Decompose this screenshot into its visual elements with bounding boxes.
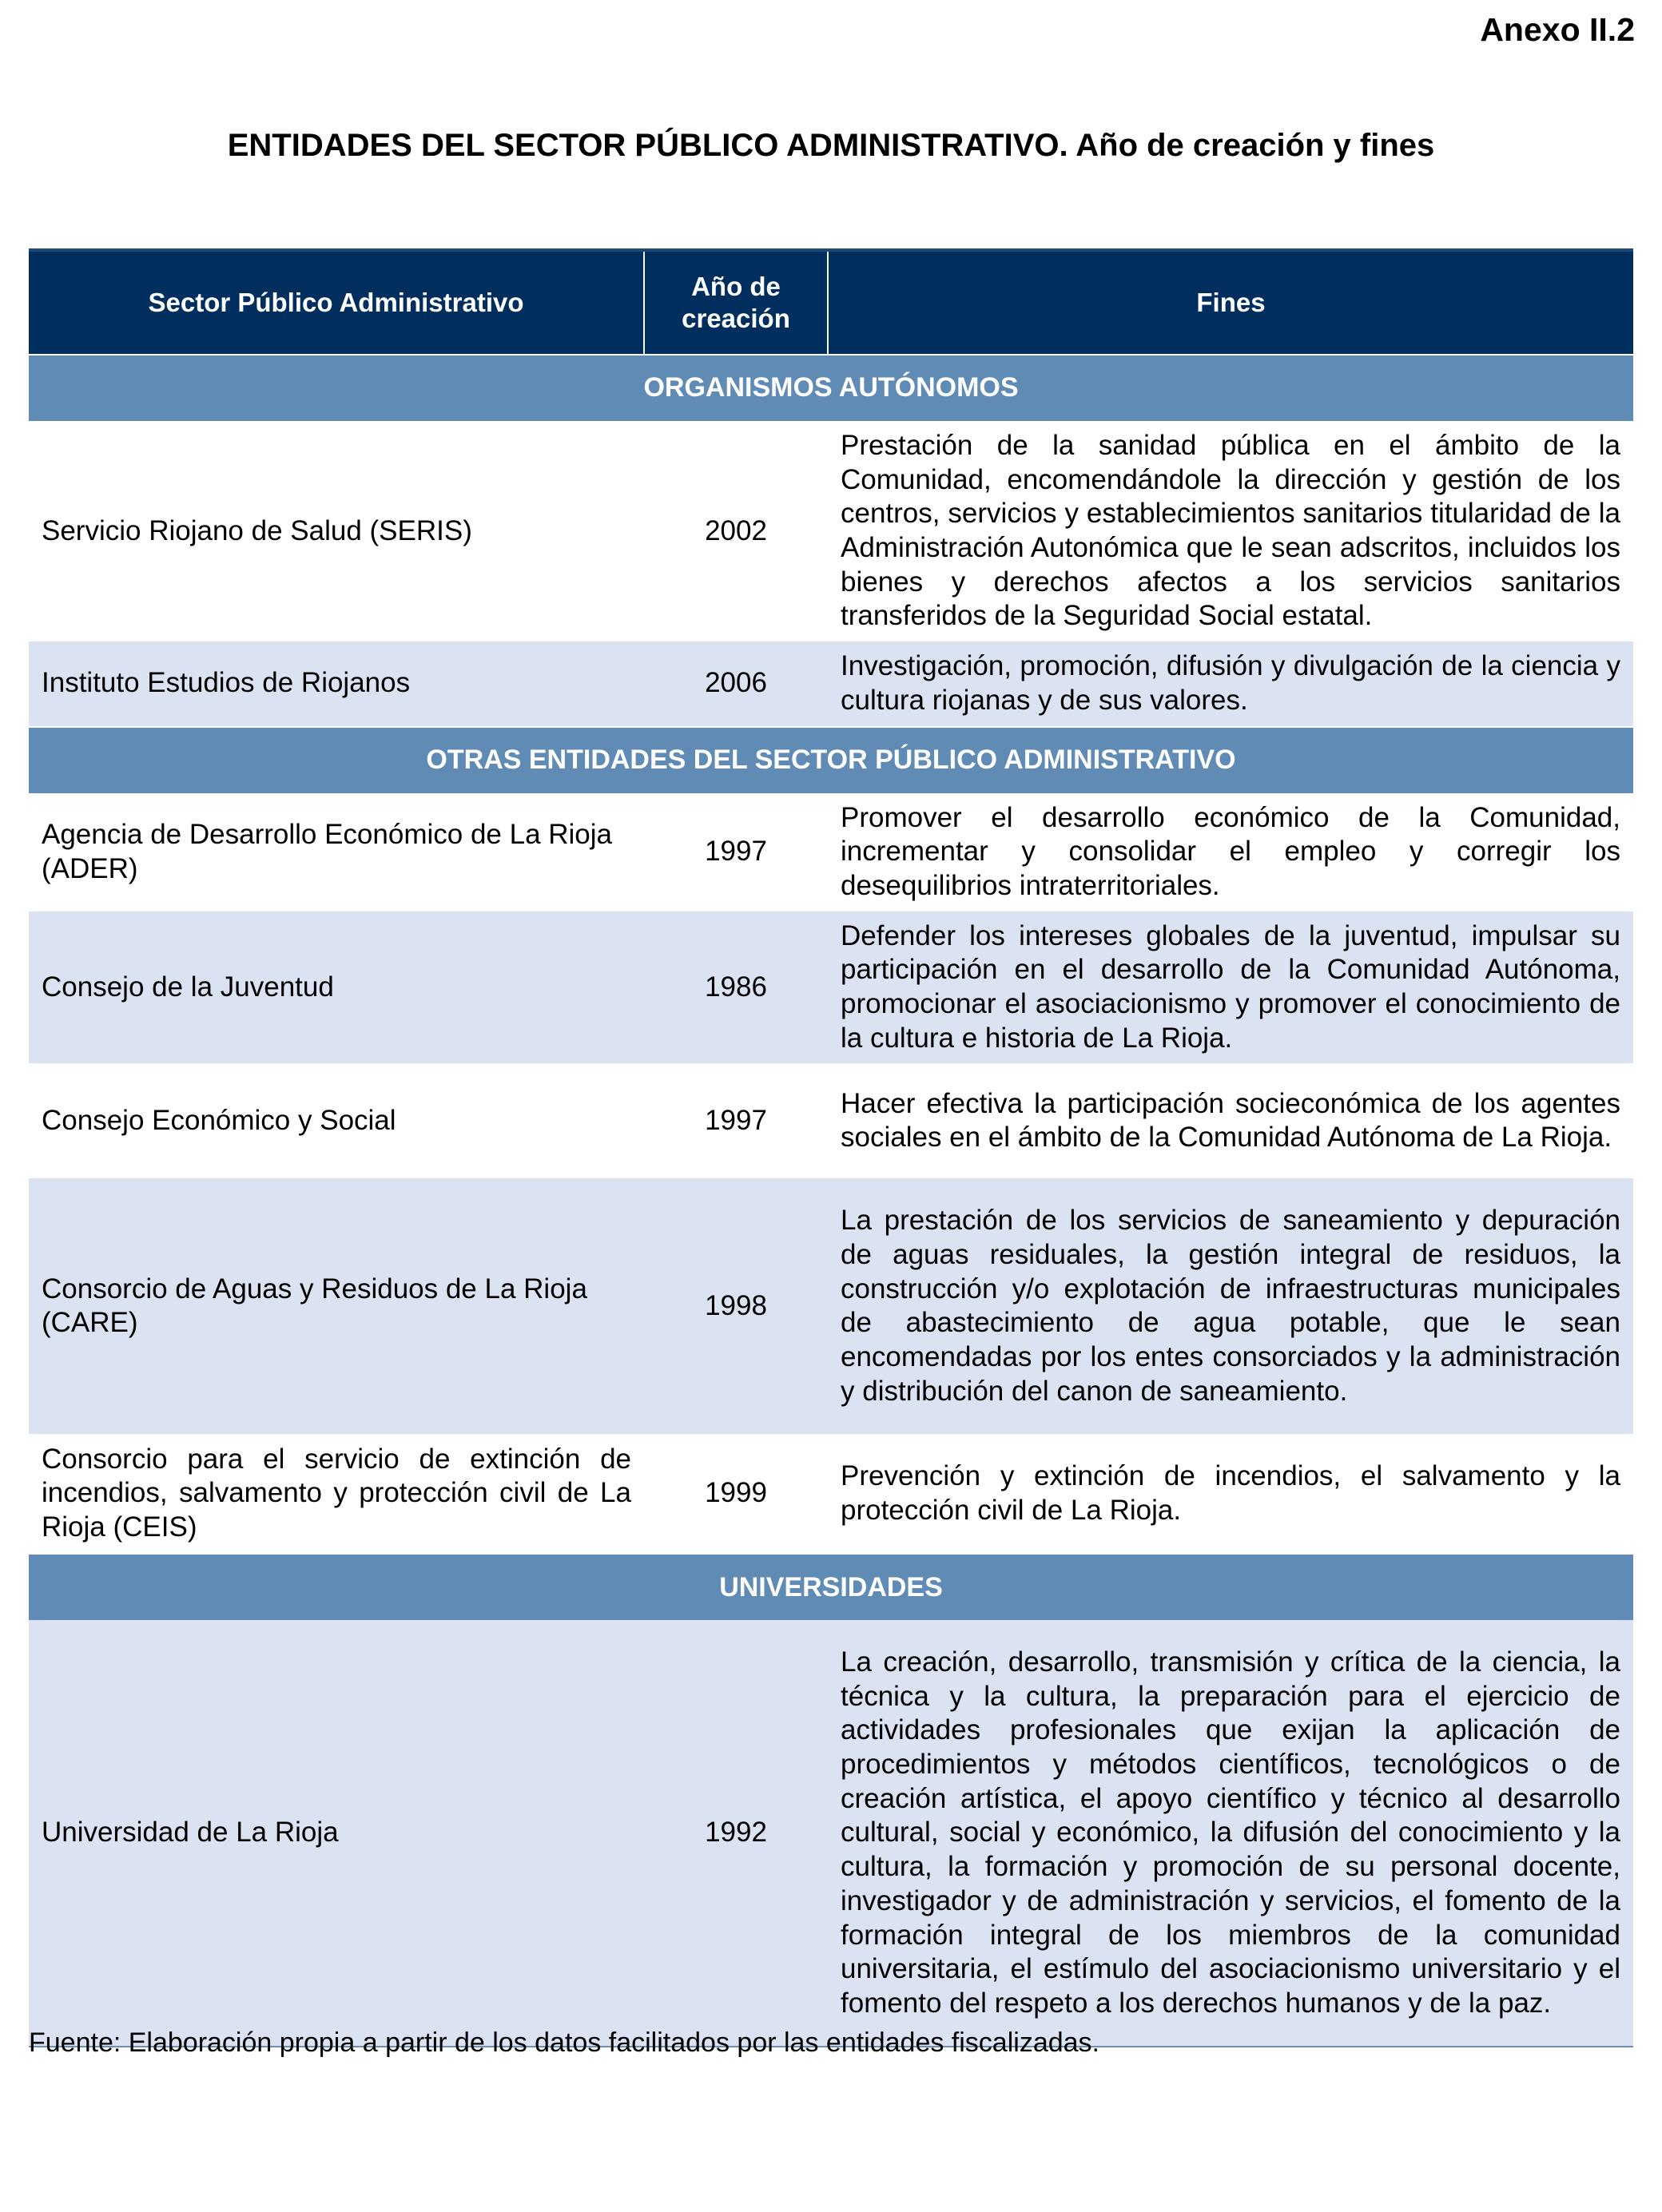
entity-year: 2006 — [644, 641, 828, 726]
section-title: ORGANISMOS AUTÓNOMOS — [29, 355, 1633, 421]
table-row — [29, 911, 1633, 1064]
section-row-otras-entidades — [29, 727, 1633, 793]
entity-fines: La prestación de los servicios de saneamiento y depuración de aguas residuales, la gestión integral de residuos, la construcción y/o explotación de infraestructuras municipales de abastecimiento de agua potable, que le sean encomendadas por los entes consorciados y la administración y distribución del canon de saneamiento. — [828, 1178, 1633, 1434]
entity-name: Consejo Económico y Social — [42, 1104, 396, 1136]
annex-label: Anexo II.2 — [1480, 11, 1635, 48]
table-row — [29, 1178, 1633, 1434]
entity-name: Servicio Riojano de Salud (SERIS) — [42, 514, 472, 546]
header-fines: Fines — [828, 250, 1633, 355]
entity-fines: Defender los intereses globales de la juventud, impulsar su participación en el desarrollo de la Comunidad Autónoma, promocionar el asociacionismo y promover el conocimiento de la cultura e historia de La Rioja. — [828, 911, 1633, 1064]
entities-table — [29, 248, 1633, 2047]
entity-name: Consorcio para el servicio de extinción de incendios, salvamento y protección civil de La Rioja (CEIS) — [42, 1443, 631, 1543]
entity-fines: Promover el desarrollo económico de la Comunidad, incrementar y consolidar el empleo y corregir los desequilibrios intraterritoriales. — [841, 801, 1620, 901]
entity-fines: Prestación de la sanidad pública en el ámbito de la Comunidad, encomendándole la dirección y gestión de los centros, servicios y establecimientos sanitarios titularidad de la Administración Autonómica que le sean adscritos, incluidos los bienes y derechos afectos a los servicios sanitarios transferidos de la Seguridad Social estatal. — [841, 430, 1620, 632]
entity-name: Universidad de La Rioja — [29, 1620, 644, 2047]
entity-name: Agencia de Desarrollo Económico de La Rioja (ADER) — [42, 818, 613, 884]
header-year: Año de creación — [644, 250, 828, 355]
section-title: UNIVERSIDADES — [29, 1554, 1633, 1620]
entity-year: 1999 — [705, 1477, 767, 1509]
table-row — [29, 1434, 1633, 1554]
entity-year: 1997 — [705, 1104, 767, 1136]
table-row — [29, 793, 1633, 911]
section-row-organismos — [29, 355, 1633, 421]
table-row — [29, 421, 1633, 641]
entity-fines: Hacer efectiva la participación socieconómica de los agentes sociales en el ámbito de la Comunidad Autónoma de La Rioja. — [841, 1087, 1620, 1154]
entity-fines: Prevención y extinción de incendios, el salvamento y la protección civil de La Rioja. — [841, 1460, 1620, 1526]
entity-year: 2002 — [705, 514, 767, 546]
entity-year: 1992 — [644, 1620, 828, 2047]
table-row — [29, 1620, 1633, 2047]
header-sector: Sector Público Administrativo — [29, 250, 644, 355]
entity-year: 1997 — [705, 836, 767, 868]
entity-name: Consorcio de Aguas y Residuos de La Rioja (CARE) — [29, 1178, 644, 1434]
page-title: ENTIDADES DEL SECTOR PÚBLICO ADMINISTRATIVO. Año de creación y fines — [227, 128, 1435, 163]
source-note: Fuente: Elaboración propia a partir de los datos facilitados por las entidades fiscalizadas. — [29, 2027, 1099, 2058]
entity-year: 1998 — [644, 1178, 828, 1434]
table-header-row — [29, 250, 1633, 355]
entity-fines: La creación, desarrollo, transmisión y crítica de la ciencia, la técnica y la cultura, la preparación para el ejercicio de actividades profesionales que exijan la aplicación de procedimientos y métodos científicos, tecnológicos o de creación artística, el apoyo científico y técnico al desarrollo cultural, social y económico, la difusión del conocimiento y la cultura, la formación y promoción de su personal docente, investigador y de administración y servicios, el fomento de la formación integral de los miembros de la comunidad universitaria, el estímulo del asociacionismo universitario y el fomento del respeto a los derechos humanos y de la paz. — [828, 1620, 1633, 2047]
entity-fines: Investigación, promoción, difusión y divulgación de la ciencia y cultura riojanas y de sus valores. — [828, 641, 1633, 726]
table-row — [29, 641, 1633, 726]
entity-name: Instituto Estudios de Riojanos — [29, 641, 644, 726]
entity-year: 1986 — [644, 911, 828, 1064]
section-title: OTRAS ENTIDADES DEL SECTOR PÚBLICO ADMINISTRATIVO — [29, 727, 1633, 793]
section-row-universidades — [29, 1554, 1633, 1620]
entity-name: Consejo de la Juventud — [29, 911, 644, 1064]
table-row — [29, 1063, 1633, 1178]
